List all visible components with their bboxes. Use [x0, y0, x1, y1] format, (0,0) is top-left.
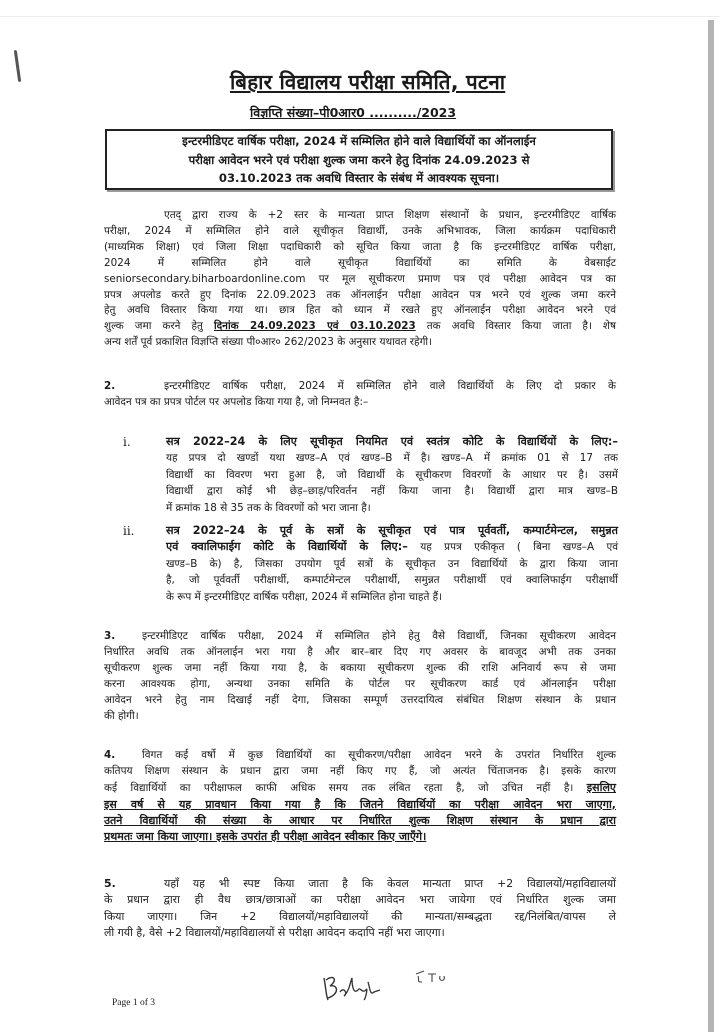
- para-text: कई विद्यार्थियों का परीक्षाफल काफी अधिक समय तक लंबित रहता है, जो उचित नहीं है।: [104, 781, 587, 794]
- list-item-heading: सत्र 2022–24 के पूर्व के सत्रों के सूचीकृत एवं पात्र पूर्ववर्ती, कम्पार्टमेन्टल, समुन्नत: [166, 524, 618, 537]
- list-item-body: [166, 523, 618, 605]
- para-line: [104, 748, 616, 764]
- para-text: यह प्रपत्र एकीकृत ( बिना खण्ड–A एवं: [407, 541, 618, 554]
- para-line: खण्ड–B के) है, जिसका उपयोग पूर्व सत्रों के सूचीकृत उन विद्यार्थियों के द्वारा किया जाना: [166, 557, 618, 570]
- intro-paragraph: [104, 208, 616, 351]
- para-line: [104, 629, 616, 645]
- signature-image: [320, 968, 460, 1004]
- para-line: विद्यार्थी द्वारा कोई भी छेड़–छाड़/परिवर्तन नहीं किया जाना है। विद्यार्थी द्वारा मात्र खण्ड–B: [166, 485, 618, 498]
- para-line: निर्धारित अवधि तक ऑनलाईन भरा गया है और बार–बार दिए गए अवसर के बावजूद अभी तक उनका: [104, 645, 616, 658]
- para-line: [104, 319, 616, 335]
- para-line: परीक्षा, 2024 में सम्मिलित होने वाले सूचीकृत विद्यार्थी, उनके अभिभावक, जिला कार्यक्रम पदाधिकारी: [104, 224, 616, 237]
- notice-number: विज्ञप्ति संख्या–पी0आर0 ........../2023: [250, 105, 457, 120]
- para-line: करना आवश्यक होगा, अन्यथा उनका समिति के पोर्टल पर सूचीकरण कार्ड एवं ऑनलाईन परीक्षा: [104, 677, 616, 690]
- section-number: 2.: [104, 380, 116, 392]
- para-line: [104, 780, 616, 797]
- para-line: में क्रमांक 18 से 35 तक के विवरणों को भरा जाना है।: [166, 501, 371, 514]
- para-line: है, जो पूर्ववर्ती परीक्षार्थी, कम्पार्टमेन्टल परीक्षार्थी, समुन्नत परीक्षार्थी एवं क्वालिफाईग परीक्षार्थी: [166, 574, 618, 587]
- para-text: यहाँ यह भी स्पष्ट किया जाता है कि केवल मान्यता प्राप्त +2 विद्यालयों/महाविद्यालयों: [164, 877, 616, 890]
- para-text: तक अवधि विस्तार किया जाता है। शेष: [415, 320, 616, 333]
- para-line: कतिपय शिक्षण संस्थान के प्रधान द्वारा जमा नहीं किए गए हैं, जो अत्यंत चिंताजनक है। इसके कारण: [104, 764, 616, 777]
- para-line: विद्यार्थी का विवरण भरा हुआ है, जो विद्यार्थी के सूचीकरण विवरणों के आधार पर है। उसमें: [166, 468, 618, 481]
- subject-box: [105, 129, 613, 190]
- para-text: इन्टरमीडिएट वार्षिक परीक्षा, 2024 में सम्मिलित होने हेतु वैसे विद्यार्थी, जिनका सूचीकरण आवेदन: [142, 630, 616, 642]
- para-line: अन्य शर्तें पूर्व प्रकाशित विज्ञप्ति संख्या पी०आर० 262/2023 के अनुसार यथावत रहेगी।: [104, 336, 433, 349]
- top-margin-strip: [0, 0, 720, 17]
- section-4: [104, 748, 616, 844]
- list-item-heading: सत्र 2022–24 के लिए सूचीकृत नियमित एवं स्वतंत्र कोटि के विद्यार्थियों के लिए:–: [166, 435, 618, 448]
- list-item-i: [123, 434, 618, 524]
- emphasis-line: इस वर्ष से यह प्रावधान किया गया है कि जितने विद्यार्थियों का परीक्षा आवेदन भरा जाएगा,: [104, 797, 616, 811]
- pen-mark: [14, 50, 21, 82]
- para-line: एतद् द्वारा राज्य के +2 स्तर के मान्यता प्राप्त शिक्षण संस्थानों के प्रधान, इन्टरमीडिएट वार्षिक: [164, 209, 616, 221]
- section-number: 5.: [104, 877, 116, 890]
- organization-title: बिहार विद्यालय परीक्षा समिति, पटना: [230, 70, 506, 94]
- para-line: (माध्यमिक शिक्षा) एवं जिला शिक्षा पदाधिकारी को सूचित किया जाता है कि इन्टरमीडिएट वार्षिक परीक्षा,: [104, 240, 616, 253]
- para-line: ली गयी है, वैसे +2 विद्यालयों/महाविद्यालयों से परीक्षा आवेदन कदापि नहीं भरा जाएगा।: [104, 926, 445, 940]
- emphasis-line: प्रथमतः जमा किया जाएगा। इसके उपरांत ही परीक्षा आवेदन स्वीकार किए जाएँगे।: [104, 829, 427, 843]
- para-line: सूचीकरण शुल्क जमा नहीं किया गया है, के बकाया सूचीकरण शुल्क की राशि अनिवार्य रूप से जमा: [104, 661, 616, 674]
- para-line: के प्रधान द्वारा ही वैध छात्र/छात्राओं का परीक्षा आवेदन भरा जायेगा एवं निर्धारित शुल्क जमा: [104, 893, 616, 907]
- section-2: [104, 379, 616, 411]
- section-5: [104, 876, 616, 942]
- para-line: यह प्रपत्र दो खण्डों यथा खण्ड–A एवं खण्ड–B में है। खण्ड–A में क्रमांक 01 से 17 तक: [166, 452, 618, 465]
- para-line: की होगी।: [104, 709, 139, 722]
- para-line: [104, 379, 616, 395]
- para-line: प्रपत्र अपलोड करते हुए दिनांक 22.09.2023 तक ऑनलाईन परीक्षा आवेदन पत्र भरने एवं शुल्क जमा करने: [104, 288, 616, 301]
- emphasis-text: इसलिए: [586, 780, 616, 794]
- list-item-heading: एवं क्वालिफाईग कोटि के विद्यार्थियों के लिए:–: [166, 540, 408, 554]
- para-line: के रूप में इन्टरमीडिएट वार्षिक परीक्षा, 2024 में सम्मिलित होना चाहते हैं।: [166, 590, 443, 603]
- para-line: किया जाएगा। जिन +2 विद्यालयों/महाविद्यालयों की मान्यता/सम्बद्धता रद्द/निलंबित/वापस ले: [104, 909, 616, 923]
- para-line: आवेदन भरने हेतु नाम दिखाई नहीं देगा, जिसका सम्पूर्ण उत्तरदायित्व संबंधित शिक्षण संस्थान के प्रधान: [104, 693, 616, 706]
- subject-line: 03.10.2023 तक अवधि विस्तार के संबंध में आवश्यक सूचना।: [218, 171, 500, 185]
- list-item-body: [166, 434, 618, 516]
- subject-line: परीक्षा आवेदन भरने एवं परीक्षा शुल्क जमा करने हेतु दिनांक 24.09.2023 से: [188, 152, 530, 167]
- section-3: [104, 629, 616, 724]
- para-text: शुल्क जमा करने हेतु: [104, 320, 214, 333]
- list-marker: ii.: [123, 524, 135, 538]
- para-line: 2024 में सम्मिलित होने वाले सूचीकृत विद्यार्थियों का समिति के वेबसाईट: [104, 256, 616, 269]
- para-line: seniorsecondary.biharboardonline.com पर मूल सूचीकरण प्रमाण पत्र एवं परीक्षा आवेदन पत्र का: [104, 272, 616, 285]
- section-number: 3.: [104, 630, 116, 642]
- para-line: [166, 539, 618, 555]
- emphasis-line: उतने विद्यार्थियों की संख्या के आधार पर निर्धारित शुल्क शिक्षण संस्थान के प्रधान द्वारा: [104, 813, 616, 827]
- para-text: विगत कई वर्षो में कुछ विद्यार्थियों का सूचीकरण/परीक्षा आवेदन भरने के उपरांत निर्धारित शुल्क: [142, 749, 616, 761]
- para-text: इन्टरमीडिएट वार्षिक परीक्षा, 2024 में सम्मिलित होने वाले विद्यार्थियों के लिए दो प्रकार के: [164, 380, 616, 392]
- list-marker: i.: [123, 435, 131, 449]
- para-line: [104, 876, 616, 892]
- para-line: हेतु अवधि विस्तार किया गया था। छात्र हित को ध्यान में रखते हुए ऑनलाईन परीक्षा आवेदन भरने एवं: [104, 304, 616, 317]
- subject-line: इन्टरमीडिएट वार्षिक परीक्षा, 2024 में सम्मिलित होने वाले विद्यार्थियों का ऑनलाईन: [182, 134, 536, 148]
- para-line: आवेदन पत्र का प्रपत्र पोर्टल पर अपलोड किया गया है, जो निम्नवत है:–: [104, 395, 369, 408]
- page-edge-shadow: [708, 20, 714, 1032]
- list-item-ii: [123, 523, 618, 613]
- extension-dates: दिनांक 24.09.2023 एवं 03.10.2023: [213, 320, 416, 333]
- page-number: Page 1 of 3: [112, 998, 156, 1008]
- section-number: 4.: [104, 749, 116, 761]
